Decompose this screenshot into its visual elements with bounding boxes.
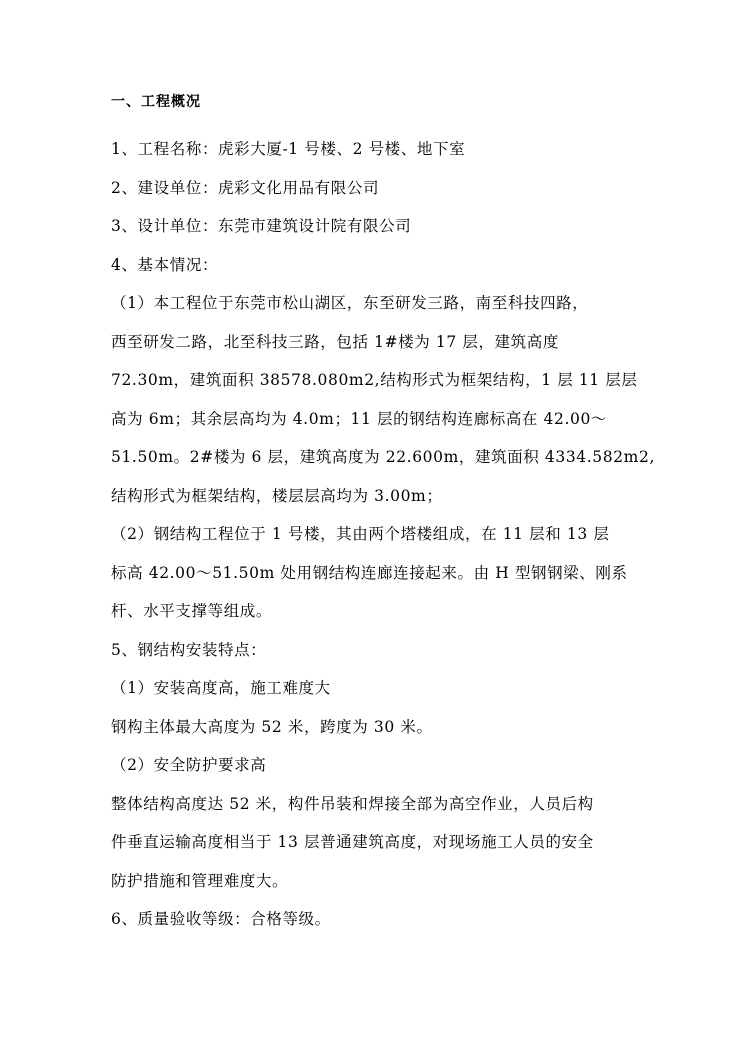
paragraph-line: 标高 42.00～51.50m 处用钢结构连廊连接起来。由 H 型钢钢梁、刚系 (111, 563, 628, 582)
section-heading: 一、工程概况 (111, 94, 201, 110)
paragraph-line: 72.30m，建筑面积 38578.080m2,结构形式为框架结构，1 层 11 层层 (111, 371, 638, 389)
paragraph-line: 防护措施和管理难度大。 (111, 871, 289, 890)
feature-2-paragraph (111, 785, 641, 901)
designer-line: 3、设计单位：东莞市建筑设计院有限公司 (111, 217, 412, 235)
paragraph-line: （1）本工程位于东莞市松山湖区，东至研发三路，南至科技四路， (111, 294, 589, 312)
builder-line: 2、建设单位：虎彩文化用品有限公司 (111, 178, 380, 197)
paragraph-line: 整体结构高度达 52 米，构件吊装和焊接全部为高空作业，人员后构 (111, 794, 594, 813)
basic-info-paragraph-2 (111, 515, 641, 631)
paragraph-line: 结构形式为框架结构，楼层层高均为 3.00m； (111, 486, 443, 505)
paragraph-line: 杆、水平支撑等组成。 (111, 602, 273, 620)
features-title: 5、钢结构安装特点： (111, 640, 267, 659)
paragraph-line: 件垂直运输高度相当于 13 层普通建筑高度，对现场施工人员的安全 (111, 833, 594, 851)
paragraph-line: （2）钢结构工程位于 1 号楼，其由两个塔楼组成，在 11 层和 13 层 (111, 525, 610, 543)
feature-1-title: （1）安装高度高，施工难度大 (111, 679, 331, 697)
feature-1-text: 钢构主体最大高度为 52 米，跨度为 30 米。 (111, 717, 433, 736)
paragraph-line: 高为 6m；其余层高均为 4.0m；11 层的钢结构连廊标高在 42.00～ (111, 409, 608, 428)
basic-info-title: 4、基本情况： (111, 255, 219, 274)
basic-info-paragraph-1 (111, 284, 655, 515)
project-name-line: 1、工程名称：虎彩大厦-1 号楼、2 号楼、地下室 (111, 140, 466, 158)
paragraph-line: 西至研发二路，北至科技三路，包括 1#楼为 17 层，建筑高度 (111, 332, 559, 351)
document-content (111, 92, 655, 939)
paragraph-line: 51.50m。2#楼为 6 层，建筑高度为 22.600m，建筑面积 4334.582m2, (111, 448, 655, 466)
quality-line: 6、质量验收等级：合格等级。 (111, 910, 331, 928)
feature-2-title: （2）安全防护要求高 (111, 756, 267, 774)
